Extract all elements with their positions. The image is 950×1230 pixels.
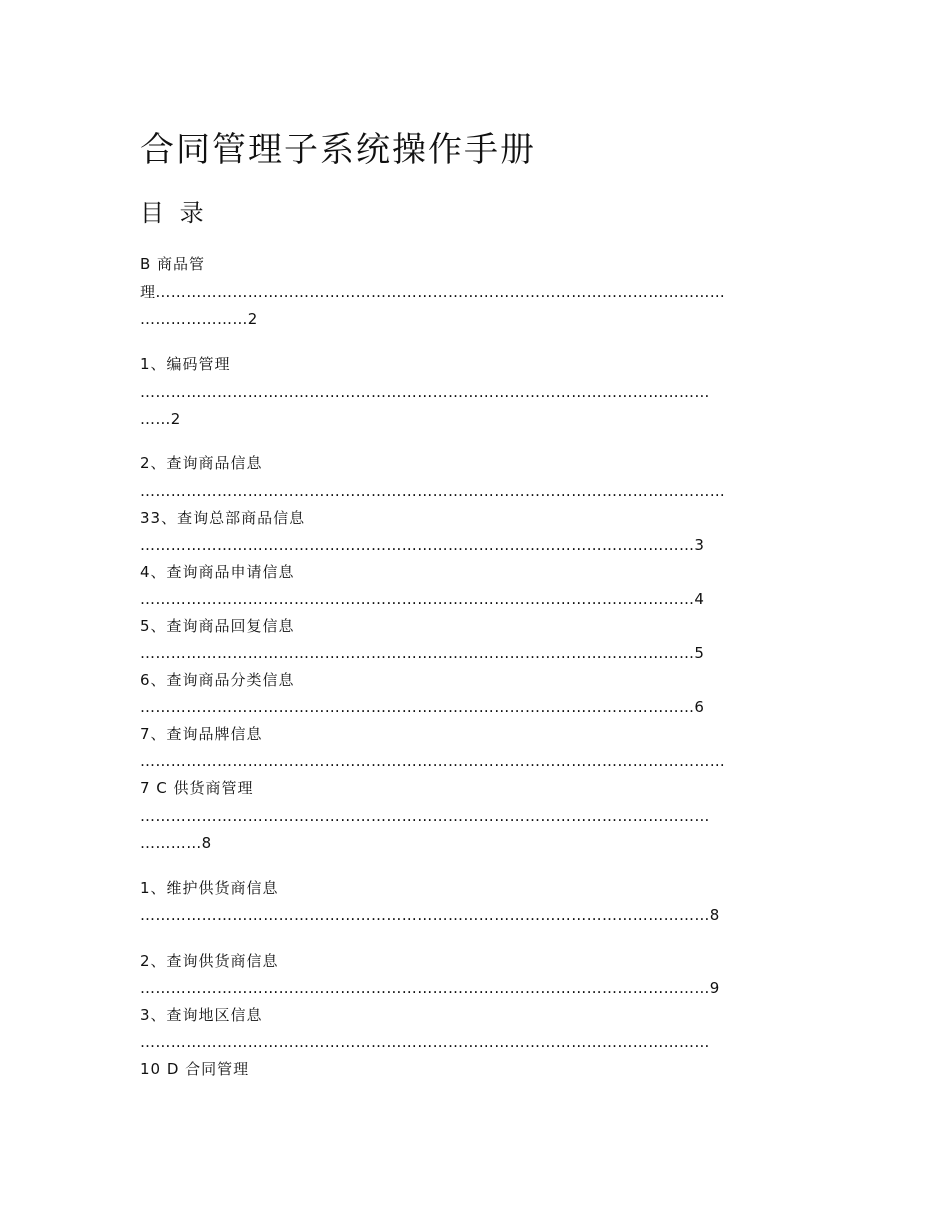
toc-leader-line: …………………………………………………………………………………………………… bbox=[140, 752, 726, 770]
toc-leader-line: ………………………………………………………………………………………………3 bbox=[140, 536, 705, 554]
toc-leader-line: …………………………………………………………………………………………………8 bbox=[140, 906, 720, 924]
document-title: 合同管理子系统操作手册 bbox=[140, 130, 536, 170]
toc-page-number-line: …………………2 bbox=[140, 310, 258, 328]
toc-entry-query-hq-goods-info: 33、查询总部商品信息 bbox=[140, 509, 306, 527]
toc-entry-query-goods-application: 4、查询商品申请信息 bbox=[140, 563, 295, 581]
toc-entry-query-goods-info: 2、查询商品信息 bbox=[140, 454, 263, 472]
toc-entry-maintain-supplier-info: 1、维护供货商信息 bbox=[140, 879, 279, 897]
toc-entry-query-brand-info: 7、查询品牌信息 bbox=[140, 725, 263, 743]
toc-page-number-line: ……2 bbox=[140, 410, 181, 428]
toc-heading: 目 录 bbox=[140, 199, 208, 227]
toc-entry-code-management: 1、编码管理 bbox=[140, 355, 231, 373]
toc-leader-line: …………………………………………………………………………………………………… bbox=[140, 482, 726, 500]
toc-leader-line: 理………………………………………………………………………………………………… bbox=[140, 283, 726, 301]
toc-leader-line: ………………………………………………………………………………………………… bbox=[140, 383, 710, 401]
toc-page-number-line: …………8 bbox=[140, 834, 212, 852]
document-page bbox=[140, 0, 820, 1230]
toc-leader-line: ………………………………………………………………………………………………6 bbox=[140, 698, 705, 716]
toc-entry-contract-management: 10 D 合同管理 bbox=[140, 1060, 250, 1078]
toc-entry-goods-management: B 商品管 bbox=[140, 255, 206, 273]
toc-leader-line: ………………………………………………………………………………………………5 bbox=[140, 644, 705, 662]
toc-entry-query-goods-reply: 5、查询商品回复信息 bbox=[140, 617, 295, 635]
toc-entry-query-region-info: 3、查询地区信息 bbox=[140, 1006, 263, 1024]
toc-entry-supplier-management: 7 C 供货商管理 bbox=[140, 779, 254, 797]
toc-entry-query-supplier-info: 2、查询供货商信息 bbox=[140, 952, 279, 970]
toc-leader-line: …………………………………………………………………………………………………9 bbox=[140, 979, 720, 997]
toc-leader-line: ………………………………………………………………………………………………… bbox=[140, 1033, 710, 1051]
toc-leader-line: ………………………………………………………………………………………………4 bbox=[140, 590, 705, 608]
toc-leader-line: ………………………………………………………………………………………………… bbox=[140, 807, 710, 825]
toc-entry-query-goods-category: 6、查询商品分类信息 bbox=[140, 671, 295, 689]
